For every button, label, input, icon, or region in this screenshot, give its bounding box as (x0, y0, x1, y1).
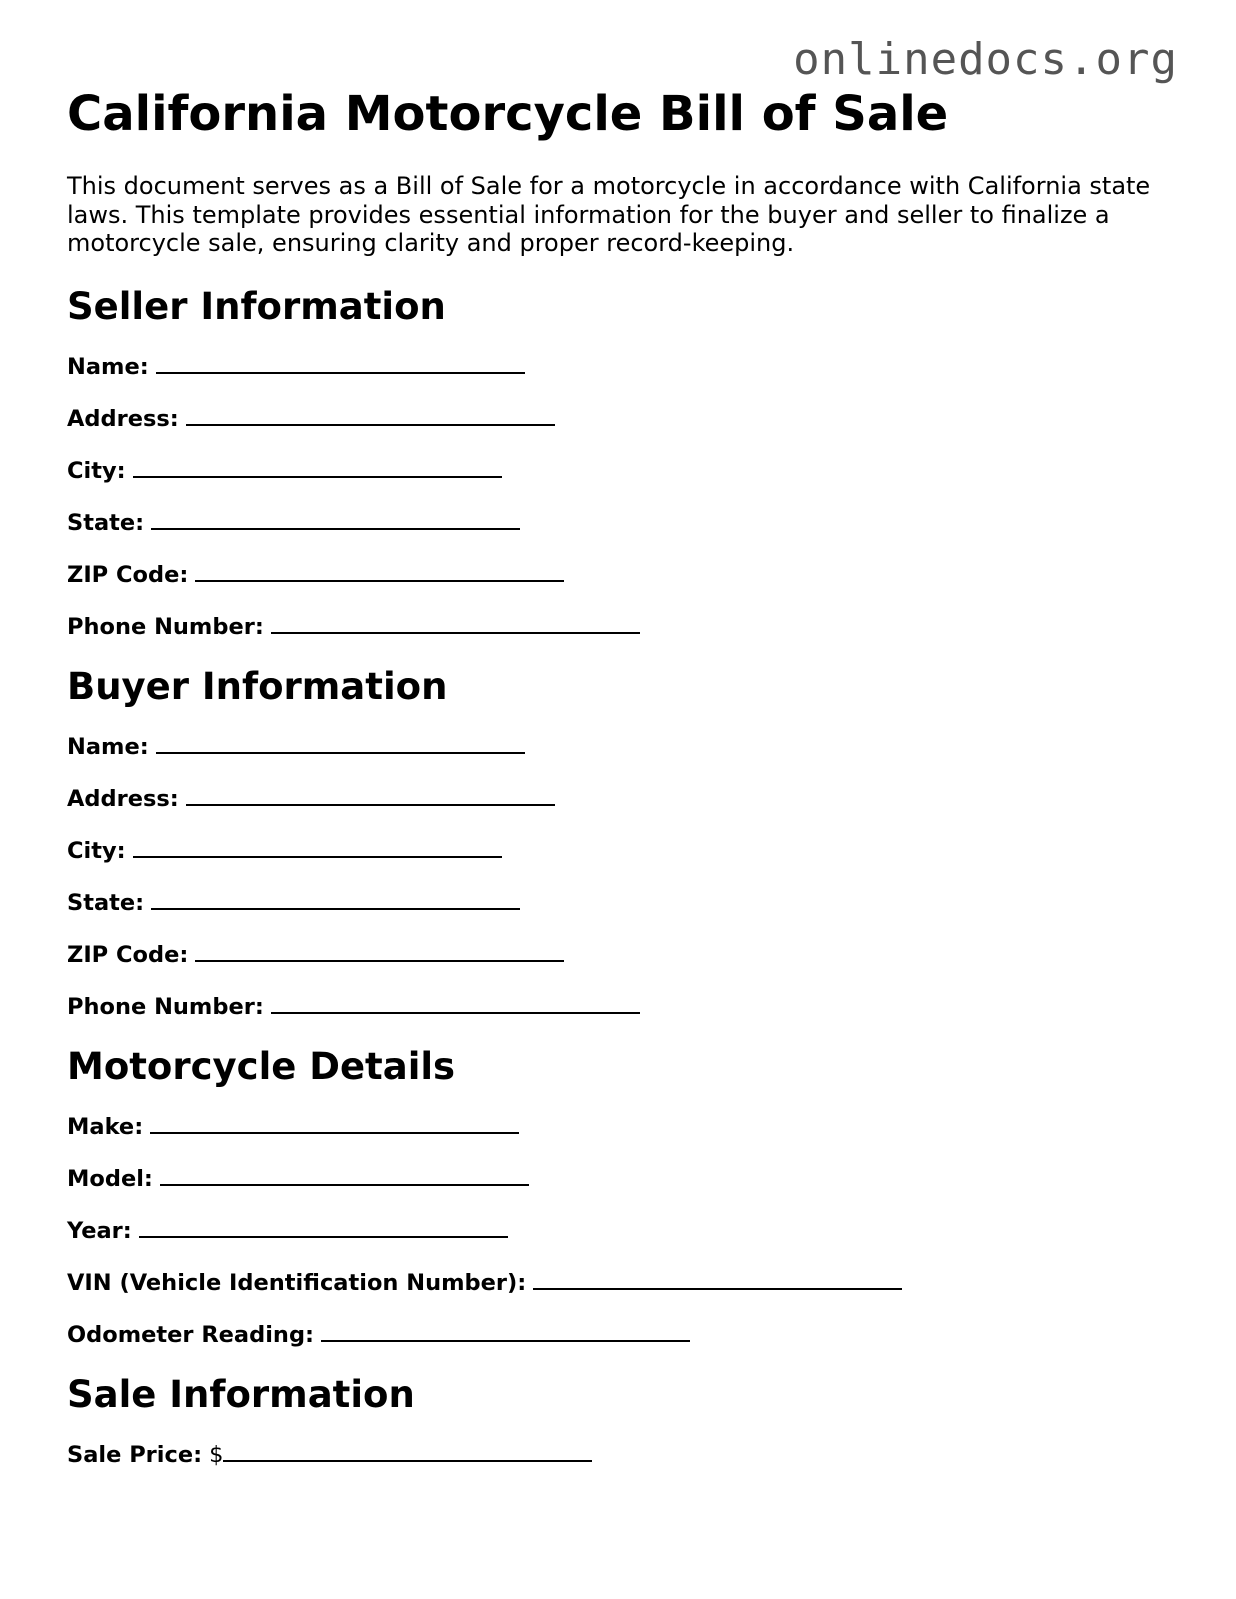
seller-zip-field[interactable] (195, 558, 564, 582)
motorcycle-make-label: Make: (67, 1113, 144, 1140)
buyer-state-row (67, 886, 1177, 938)
sale-price-label: Sale Price: (67, 1441, 203, 1468)
seller-fields (67, 350, 1177, 644)
buyer-section-heading: Buyer Information (67, 664, 448, 708)
motorcycle-model-label: Model: (67, 1165, 153, 1192)
seller-phone-field[interactable] (271, 610, 640, 634)
buyer-phone-row (67, 990, 1177, 1024)
motorcycle-odometer-label: Odometer Reading: (67, 1321, 315, 1348)
buyer-phone-label: Phone Number: (67, 993, 264, 1020)
buyer-address-field[interactable] (186, 782, 555, 806)
seller-name-row (67, 350, 1177, 402)
sale-price-row (67, 1438, 1177, 1472)
motorcycle-vin-row (67, 1266, 1177, 1318)
motorcycle-model-field[interactable] (160, 1162, 529, 1186)
motorcycle-make-field[interactable] (150, 1110, 519, 1134)
sale-price-field[interactable] (223, 1438, 592, 1462)
seller-state-label: State: (67, 509, 145, 536)
currency-symbol: $ (209, 1441, 224, 1468)
seller-city-row (67, 454, 1177, 506)
motorcycle-year-field[interactable] (139, 1214, 508, 1238)
seller-zip-row (67, 558, 1177, 610)
buyer-zip-field[interactable] (195, 938, 564, 962)
motorcycle-year-label: Year: (67, 1217, 132, 1244)
motorcycle-model-row (67, 1162, 1177, 1214)
seller-state-row (67, 506, 1177, 558)
buyer-address-label: Address: (67, 785, 179, 812)
buyer-zip-row (67, 938, 1177, 990)
sale-section-heading: Sale Information (67, 1372, 415, 1416)
motorcycle-vin-field[interactable] (533, 1266, 902, 1290)
motorcycle-odometer-row (67, 1318, 1177, 1352)
buyer-state-label: State: (67, 889, 145, 916)
watermark: onlinedocs.org (793, 34, 1178, 85)
buyer-fields (67, 730, 1177, 1024)
intro-paragraph: This document serves as a Bill of Sale for a motorcycle in accordance with California state laws. This template provides essential information for the buyer and seller to finalize a motorcycle sale, ensuring clarity and proper record-keeping. (67, 172, 1151, 257)
buyer-city-label: City: (67, 837, 126, 864)
seller-state-field[interactable] (151, 506, 520, 530)
buyer-state-field[interactable] (151, 886, 520, 910)
seller-city-field[interactable] (133, 454, 502, 478)
buyer-name-row (67, 730, 1177, 782)
sale-fields (67, 1438, 1177, 1472)
motorcycle-vin-label: VIN (Vehicle Identification Number): (67, 1269, 527, 1296)
buyer-name-label: Name: (67, 733, 149, 760)
buyer-city-row (67, 834, 1177, 886)
buyer-name-field[interactable] (156, 730, 525, 754)
seller-phone-label: Phone Number: (67, 613, 264, 640)
seller-phone-row (67, 610, 1177, 644)
document-title: California Motorcycle Bill of Sale (67, 86, 949, 142)
buyer-city-field[interactable] (133, 834, 502, 858)
document-body (67, 84, 1177, 1472)
motorcycle-make-row (67, 1110, 1177, 1162)
buyer-zip-label: ZIP Code: (67, 941, 189, 968)
buyer-phone-field[interactable] (271, 990, 640, 1014)
motorcycle-odometer-field[interactable] (321, 1318, 690, 1342)
seller-city-label: City: (67, 457, 126, 484)
motorcycle-fields (67, 1110, 1177, 1352)
buyer-address-row (67, 782, 1177, 834)
seller-name-field[interactable] (156, 350, 525, 374)
seller-zip-label: ZIP Code: (67, 561, 189, 588)
seller-address-field[interactable] (186, 402, 555, 426)
seller-name-label: Name: (67, 353, 149, 380)
motorcycle-section-heading: Motorcycle Details (67, 1044, 456, 1088)
seller-section-heading: Seller Information (67, 284, 446, 328)
seller-address-row (67, 402, 1177, 454)
seller-address-label: Address: (67, 405, 179, 432)
motorcycle-year-row (67, 1214, 1177, 1266)
